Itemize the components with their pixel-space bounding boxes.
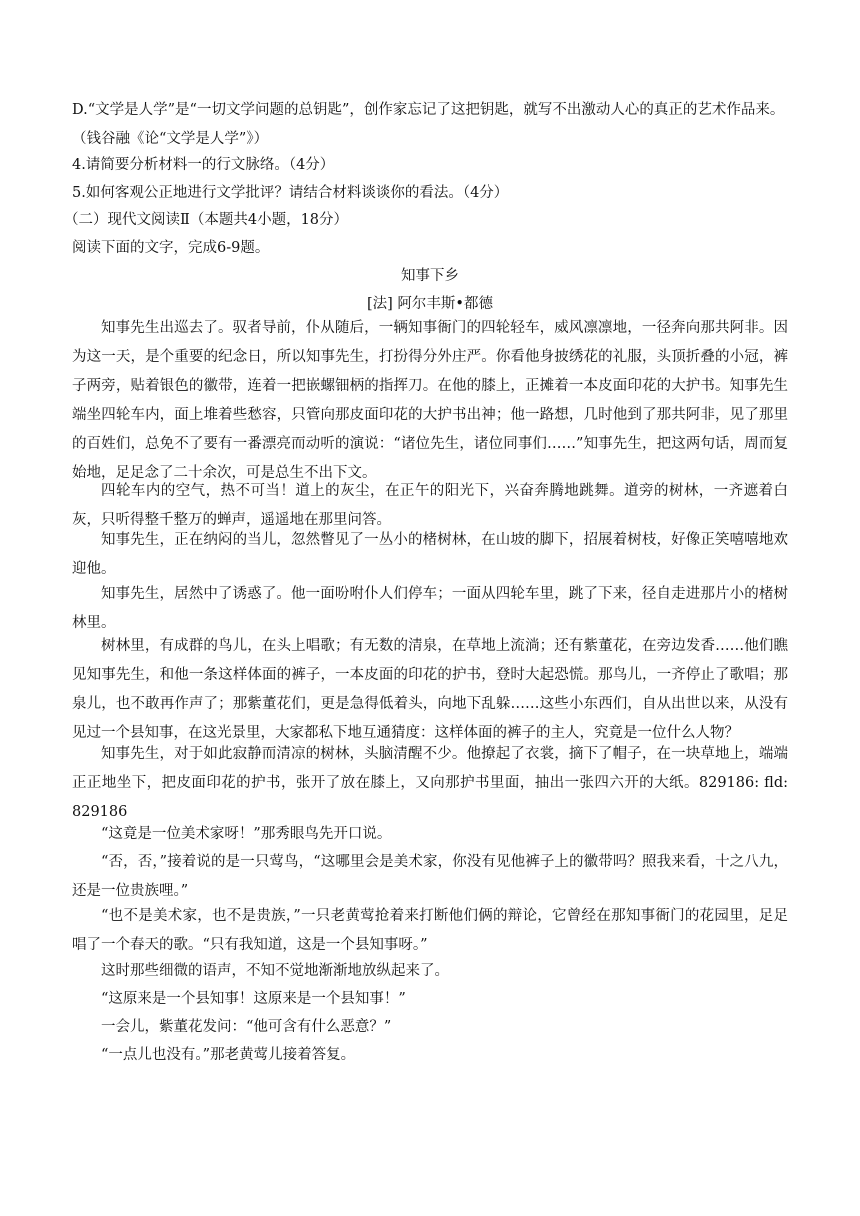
paragraph-2: 四轮车内的空气，热不可当！道上的灰尘，在正午的阳光下，兴奋奔腾地跳舞。道旁的树林，一齐遮着白灰，只听得整千整万的蝉声，遥遥地在那里问答。 — [72, 483, 788, 528]
paragraph-12: 一会儿，紫董花发问：“他可含有什么恶意？” — [101, 1019, 392, 1035]
question-4: 4.请简要分析材料一的行文脉络。（4分） — [72, 157, 335, 173]
paragraph-5: 树林里，有成群的鸟儿，在头上唱歌；有无数的清泉，在草地上流淌；还有紫董花，在旁边发香……他们瞧见知事先生，和他一条这样体面的裤子，一本皮面的印花的护书，登时大起恐慌。那鸟儿，一齐停止了歌唱；那泉儿，也不敢再作声了；那紫董花们，更是急得低着头，向地下乱躲……这些小东西们，自从出世以来，从没有见过一个县知事，在这光景里，大家都私下地互通猜度：这样体面的裤子的主人，究竟是一位什么人物？ — [72, 638, 788, 741]
answer-option-d: D.“文学是人学”是“一切文学问题的总钥匙”，创作家忘记了这把钥匙，就写不出激动人心的真正的艺术作品来。（钱谷融《论“文学是人学”》） — [72, 102, 785, 147]
paragraph-13: “一点儿也没有。”那老黄莺儿接着答复。 — [101, 1047, 356, 1063]
paragraph-3: 知事先生，正在纳闷的当儿，忽然瞥见了一丛小的楮树林，在山坡的脚下，招展着树枝，好像正笑嘻嘻地欢迎他。 — [72, 532, 788, 577]
paragraph-10: 这时那些细微的语声，不知不觉地渐渐地放纵起来了。 — [101, 963, 449, 979]
paragraph-1: 知事先生出巡去了。驭者导前，仆从随后，一辆知事衙门的四轮轻车，威风凛凛地，一径奔向那共阿非。因为这一天，是个重要的纪念日，所以知事先生，打扮得分外庄严。你看他身披绣花的礼服，头顶折叠的小冠，裤子两旁，贴着银色的徽带，连着一把嵌螺钿柄的指挥刀。在他的膝上，正摊着一本皮面印花的大护书。知事先生端坐四轮车内，面上堆着些愁容，只管向那皮面印花的大护书出神；他一路想，几时他到了那共阿非，见了那里的百姓们，总免不了要有一番漂亮而动听的演说：“诸位先生，诸位同事们……”知事先生，把这两句话，周而复始地，足足念了二十余次，可是总生不出下文。 — [72, 320, 788, 481]
question-5: 5.如何客观公正地进行文学批评？请结合材料谈谈你的看法。（4分） — [72, 185, 509, 201]
instruction-text: 阅读下面的文字，完成6-9题。 — [72, 240, 270, 256]
paragraph-4: 知事先生，居然中了诱惑了。他一面吩咐仆人们停车；一面从四轮车里，跳了下来，径自走进那片小的楮树林里。 — [72, 586, 788, 631]
paragraph-11: “这原来是一个县知事！这原来是一个县知事！” — [101, 991, 406, 1007]
paragraph-7: “这竟是一位美术家呀！”那秀眼鸟先开口说。 — [101, 826, 392, 842]
story-author: [法] 阿尔丰斯•都德 — [367, 296, 493, 312]
paragraph-6: 知事先生，对于如此寂静而清凉的树林，头脑清醒不少。他撩起了衣裳，摘下了帽子，在一块草地上，端端正正地坐下，把皮面印花的护书，张开了放在膝上，又向那护书里面，抽出一张四六开的大纸。829186: fld: 829186 — [72, 746, 788, 820]
paragraph-9: “也不是美术家，也不是贵族，”一只老黄莺抢着来打断他们俩的辩论，它曾经在那知事衙门的花园里，足足唱了一个春天的歌。“只有我知道，这是一个县知事呀。” — [72, 908, 788, 953]
story-title: 知事下乡 — [401, 268, 459, 284]
paragraph-8: “否，否，”接着说的是一只莺鸟，“这哪里会是美术家，你没有见他裤子上的徽带吗？照我来看，十之八九，还是一位贵族哩。” — [72, 854, 788, 899]
section-heading: （二）现代文阅读Ⅱ（本题共4小题，18分） — [64, 212, 349, 228]
